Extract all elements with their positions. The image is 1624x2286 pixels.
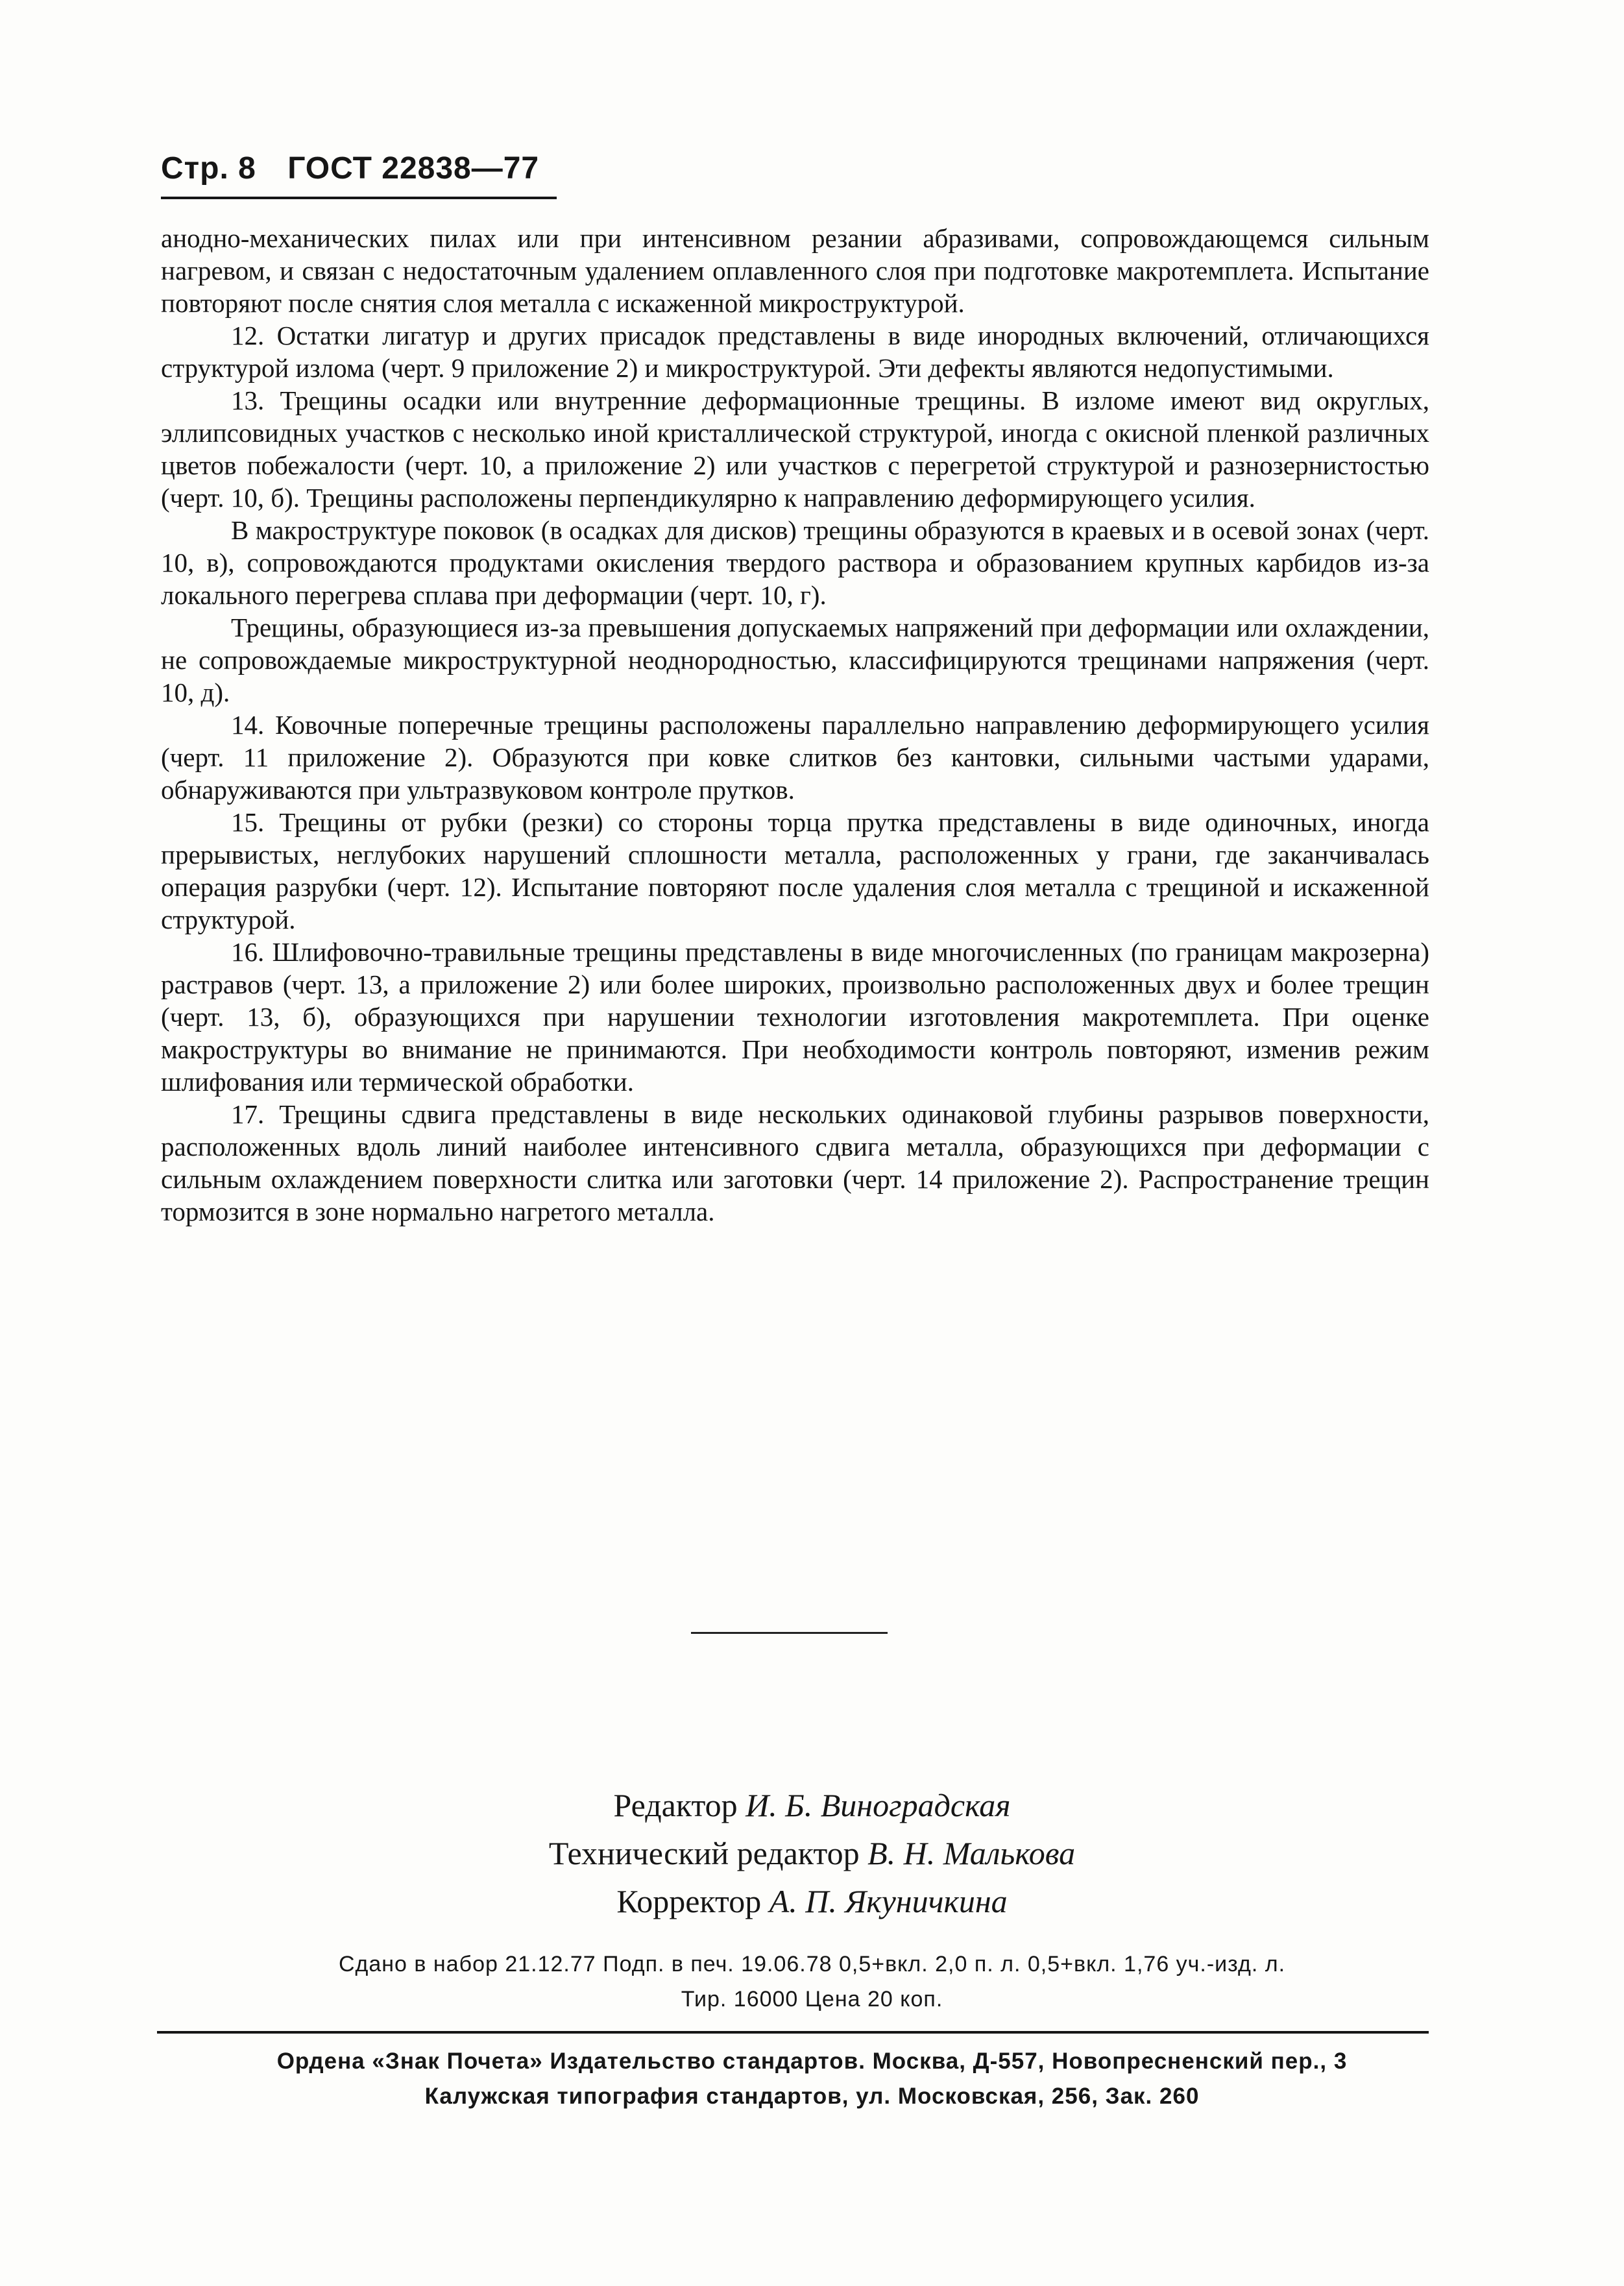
- credit-proofreader: [0, 1877, 1624, 1925]
- paragraph-continuation: анодно-механических пилах или при интенсивном резании абразивами, сопровождающемся сильным нагревом, и связан с недостаточным удалением оплавленного слоя при подготовке макротемплета. Испытание повторяют после снятия слоя металла с искаженной микроструктурой.: [161, 223, 1429, 318]
- paragraph-item-16: 16. Шлифовочно-травильные трещины представлены в виде многочисленных (по границам макрозерна) растравов (черт. 13, а приложение 2) или более широких, произвольно расположенных двух и более трещин (черт. 13, б), образующихся при нарушении технологии изготовления макротемплета. При оценке макроструктуры во внимание не принимаются. При необходимости контроль повторяют, изменив режим шлифования или термической обработки.: [161, 937, 1429, 1097]
- imprint-block: [0, 1947, 1624, 2017]
- credit-tech-editor: [0, 1829, 1624, 1877]
- publisher-block: [0, 2044, 1624, 2114]
- separator-line: [691, 1632, 888, 1634]
- credit-name: И. Б. Виноградская: [745, 1787, 1011, 1823]
- paragraph-stress-cracks: Трещины, образующиеся из-за превышения допускаемых напряжений при деформации или охлаждении, не сопровождаемые микроструктурной неоднородностью, классифицируются трещинами напряжения (черт. 10, д).: [161, 613, 1429, 707]
- paragraph-forgings: В макроструктуре поковок (в осадках для дисков) трещины образуются в краевых и в осевой зонах (черт. 10, в), сопровождаются продуктами окисления твердого раствора и образованием крупных карбидов из-за локального перегрева сплава при деформации (черт. 10, г).: [161, 515, 1429, 610]
- footer-rule: [157, 2031, 1429, 2034]
- credit-role: Технический редактор: [548, 1835, 860, 1871]
- paragraph-item-12: 12. Остатки лигатур и других присадок представлены в виде инородных включений, отличающихся структурой излома (черт. 9 приложение 2) и микроструктурой. Эти дефекты являются недопустимыми.: [161, 321, 1429, 383]
- body-text: [161, 222, 1429, 1228]
- credit-role: Редактор: [613, 1787, 738, 1823]
- imprint-line: Тир. 16000 Цена 20 коп.: [681, 1987, 943, 2012]
- paragraph-item-13: 13. Трещины осадки или внутренние деформационные трещины. В изломе имеют вид округлых, эллипсовидных участков с несколько иной кристаллической структурой, иногда с окисной пленкой различных цветов побежалости (черт. 10, а приложение 2) или участков с перегретой структурой и разнозернистостью (черт. 10, б). Трещины расположены перпендикулярно к направлению деформирующего усилия.: [161, 385, 1429, 513]
- paragraph-item-15: 15. Трещины от рубки (резки) со стороны торца прутка представлены в виде одиночных, иногда прерывистых, неглубоких нарушений сплошности металла, расположенных у грани, где заканчивалась операция разрубки (черт. 12). Испытание повторяют после удаления слоя металла с трещиной и искаженной структурой.: [161, 807, 1429, 934]
- credit-role: Корректор: [616, 1883, 762, 1919]
- credit-name: А. П. Якуничкина: [769, 1883, 1008, 1919]
- paragraph-item-17: 17. Трещины сдвига представлены в виде нескольких одинаковой глубины разрывов поверхности, расположенных вдоль линий наиболее интенсивного сдвига металла, образующихся при деформации с сильным охлаждением поверхности слитка или заготовки (черт. 14 приложение 2). Распространение трещин тормозится в зоне нормально нагретого металла.: [161, 1099, 1429, 1226]
- publisher-line: Ордена «Знак Почета» Издательство стандартов. Москва, Д-557, Новопресненский пер., 3: [276, 2049, 1348, 2074]
- credit-editor: [0, 1781, 1624, 1829]
- standard-code: ГОСТ 22838—77: [287, 151, 540, 186]
- page-number: Стр. 8: [161, 151, 256, 186]
- credit-name: В. Н. Малькова: [867, 1835, 1076, 1871]
- imprint-line: Сдано в набор 21.12.77 Подп. в печ. 19.06.78 0,5+вкл. 2,0 п. л. 0,5+вкл. 1,76 уч.-изд. л.: [338, 1952, 1286, 1976]
- page-header: [161, 151, 557, 199]
- paragraph-item-14: 14. Ковочные поперечные трещины расположены параллельно направлению деформирующего усилия (черт. 11 приложение 2). Образуются при ковке слитков без кантовки, сильными частыми ударами, обнаруживаются при ультразвуковом контроле прутков.: [161, 710, 1429, 805]
- printer-line: Калужская типография стандартов, ул. Московская, 256, Зак. 260: [424, 2084, 1200, 2109]
- credits-block: [0, 1781, 1624, 1925]
